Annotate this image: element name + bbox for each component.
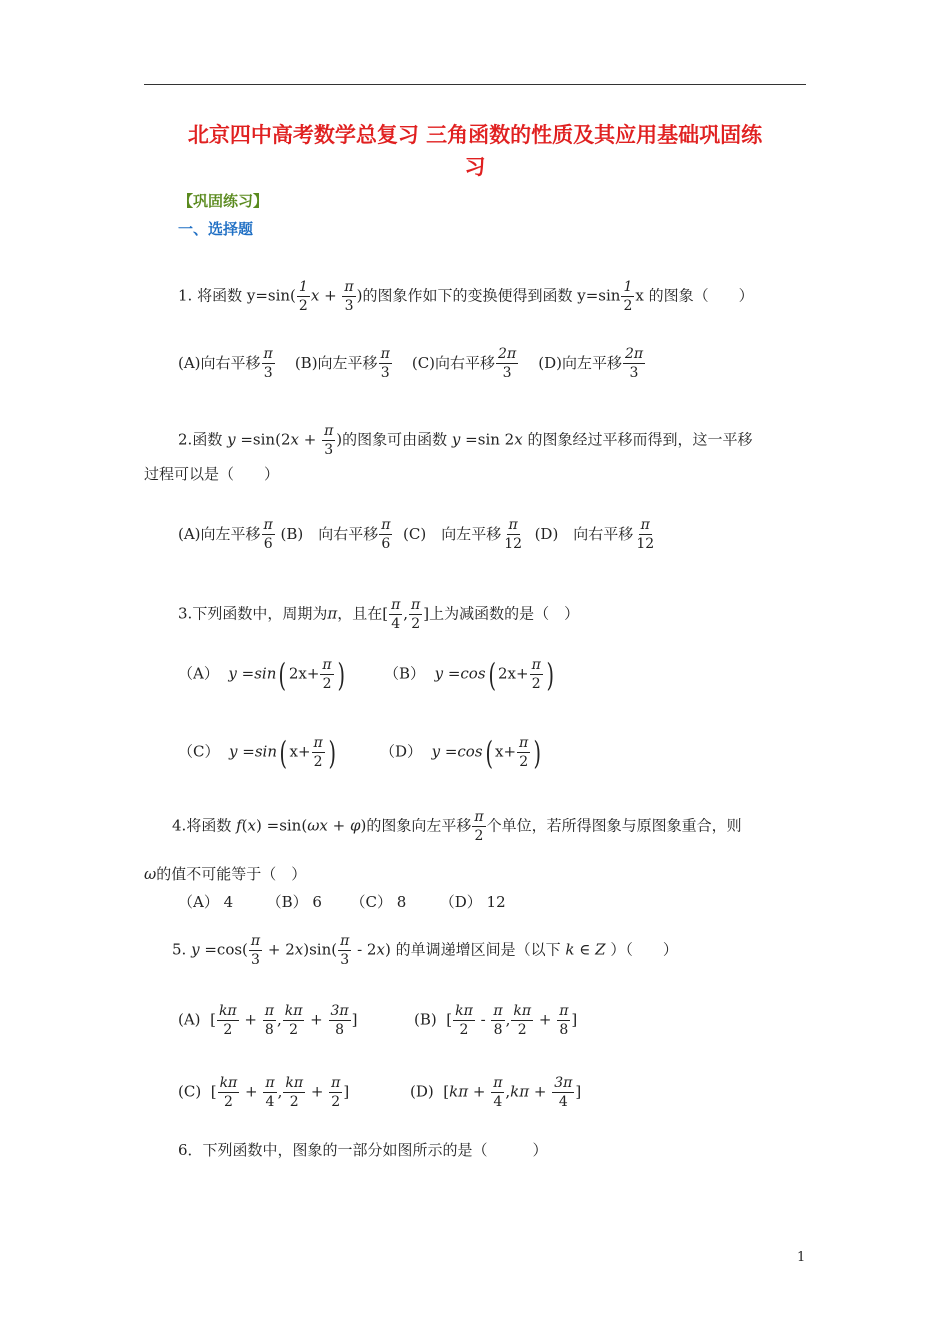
option-3b[interactable]: （B） y =cos( 2x+ $\frac{\pi}{2}$ )	[384, 655, 554, 694]
option-3a[interactable]: （A） y =sin( 2x+ $\frac{\pi}{2}$ )	[178, 655, 345, 694]
question-1-options	[178, 345, 646, 382]
option-1d[interactable]: (D)向左平移 $\frac{2\pi}{3}$	[538, 346, 644, 381]
option-5a[interactable]: (A) [ $\frac{k\pi}{2}$ + $\frac{\pi}{8}$ , $\frac{k\pi}{2}$ + $\frac{3\pi}{8}$ ]	[178, 1003, 358, 1038]
section-choice-heading: 一、选择题	[178, 220, 254, 238]
option-4a[interactable]: （A） 4	[178, 893, 234, 911]
option-2d[interactable]: (D) 向右平移 $\frac{\pi}{12}$	[534, 517, 655, 552]
option-4b[interactable]: （B） 6	[266, 893, 322, 911]
question-5: 5. y =cos( $\frac{\pi}{3}$ + 2x)sin( $\frac{\pi}{3}$ - 2x) 的单调递增区间是（以下 k ∈ Z ）（ ）	[172, 933, 678, 968]
page-number: 1	[797, 1250, 806, 1265]
option-1c[interactable]: (C)向右平移 $\frac{2\pi}{3}$	[411, 346, 517, 381]
option-2c[interactable]: (C) 向左平移 $\frac{\pi}{12}$	[403, 517, 523, 552]
question-1: 1. 将函数 y=sin( $\frac{1}{2}$ x + $\frac{\pi}{3}$ )的图象作如下的变换便得到函数 y=sin $\frac{1}{2}$ x 的图象（ ）	[178, 279, 754, 314]
option-3c[interactable]: （C） y =sin( x+ $\frac{\pi}{2}$ )	[178, 733, 336, 772]
question-4: 4.将函数 f(x) =sin(ωx + φ)的图象向左平移 $\frac{\pi}{2}$ 个单位，若所得图象与原图象重合，则	[172, 809, 742, 844]
section-practice-heading: 【巩固练习】	[178, 192, 269, 210]
option-4c[interactable]: （C） 8	[350, 893, 407, 911]
option-5c[interactable]: (C) [ $\frac{k\pi}{2}$ + $\frac{\pi}{4}$ , $\frac{k\pi}{2}$ + $\frac{\pi}{2}$ ]	[178, 1075, 350, 1110]
question-2-options	[178, 516, 657, 553]
option-2b[interactable]: (B) 向右平移 $\frac{\pi}{6}$	[280, 517, 391, 552]
option-5d[interactable]: (D) [kπ + $\frac{\pi}{4}$ ,kπ + $\frac{3\pi}{4}$ ]	[410, 1075, 582, 1110]
question-2-line2: 过程可以是（ ）	[144, 465, 280, 483]
document-title-line2: 习	[464, 155, 486, 179]
option-5b[interactable]: (B) [ $\frac{k\pi}{2}$ - $\frac{\pi}{8}$ , $\frac{k\pi}{2}$ + $\frac{\pi}{8}$ ]	[414, 1003, 578, 1038]
header-rule	[144, 84, 806, 85]
option-1a[interactable]: (A)向右平移 $\frac{\pi}{3}$	[178, 346, 273, 381]
option-1b[interactable]: (B)向左平移 $\frac{\pi}{3}$	[294, 346, 390, 381]
question-2: 2.函数 y =sin(2x + $\frac{\pi}{3}$ )的图象可由函数 y =sin 2x 的图象经过平移而得到，这一平移	[178, 423, 753, 458]
question-4-line2: ω的值不可能等于（ ）	[144, 865, 307, 883]
question-4-options	[178, 892, 506, 912]
option-4d[interactable]: （D） 12	[439, 893, 506, 911]
document-title-line1: 北京四中高考数学总复习 三角函数的性质及其应用基础巩固练	[187, 123, 763, 147]
question-3: 3.下列函数中，周期为π，且在[ $\frac{\pi}{4}$ , $\frac{\pi}{2}$ ]上为减函数的是（ ）	[178, 597, 580, 632]
question-6: 6．下列函数中，图象的一部分如图所示的是（ ）	[178, 1141, 548, 1159]
option-3d[interactable]: （D） y =cos( x+ $\frac{\pi}{2}$ )	[380, 733, 542, 772]
option-2a[interactable]: (A)向左平移 $\frac{\pi}{6}$	[178, 517, 273, 552]
